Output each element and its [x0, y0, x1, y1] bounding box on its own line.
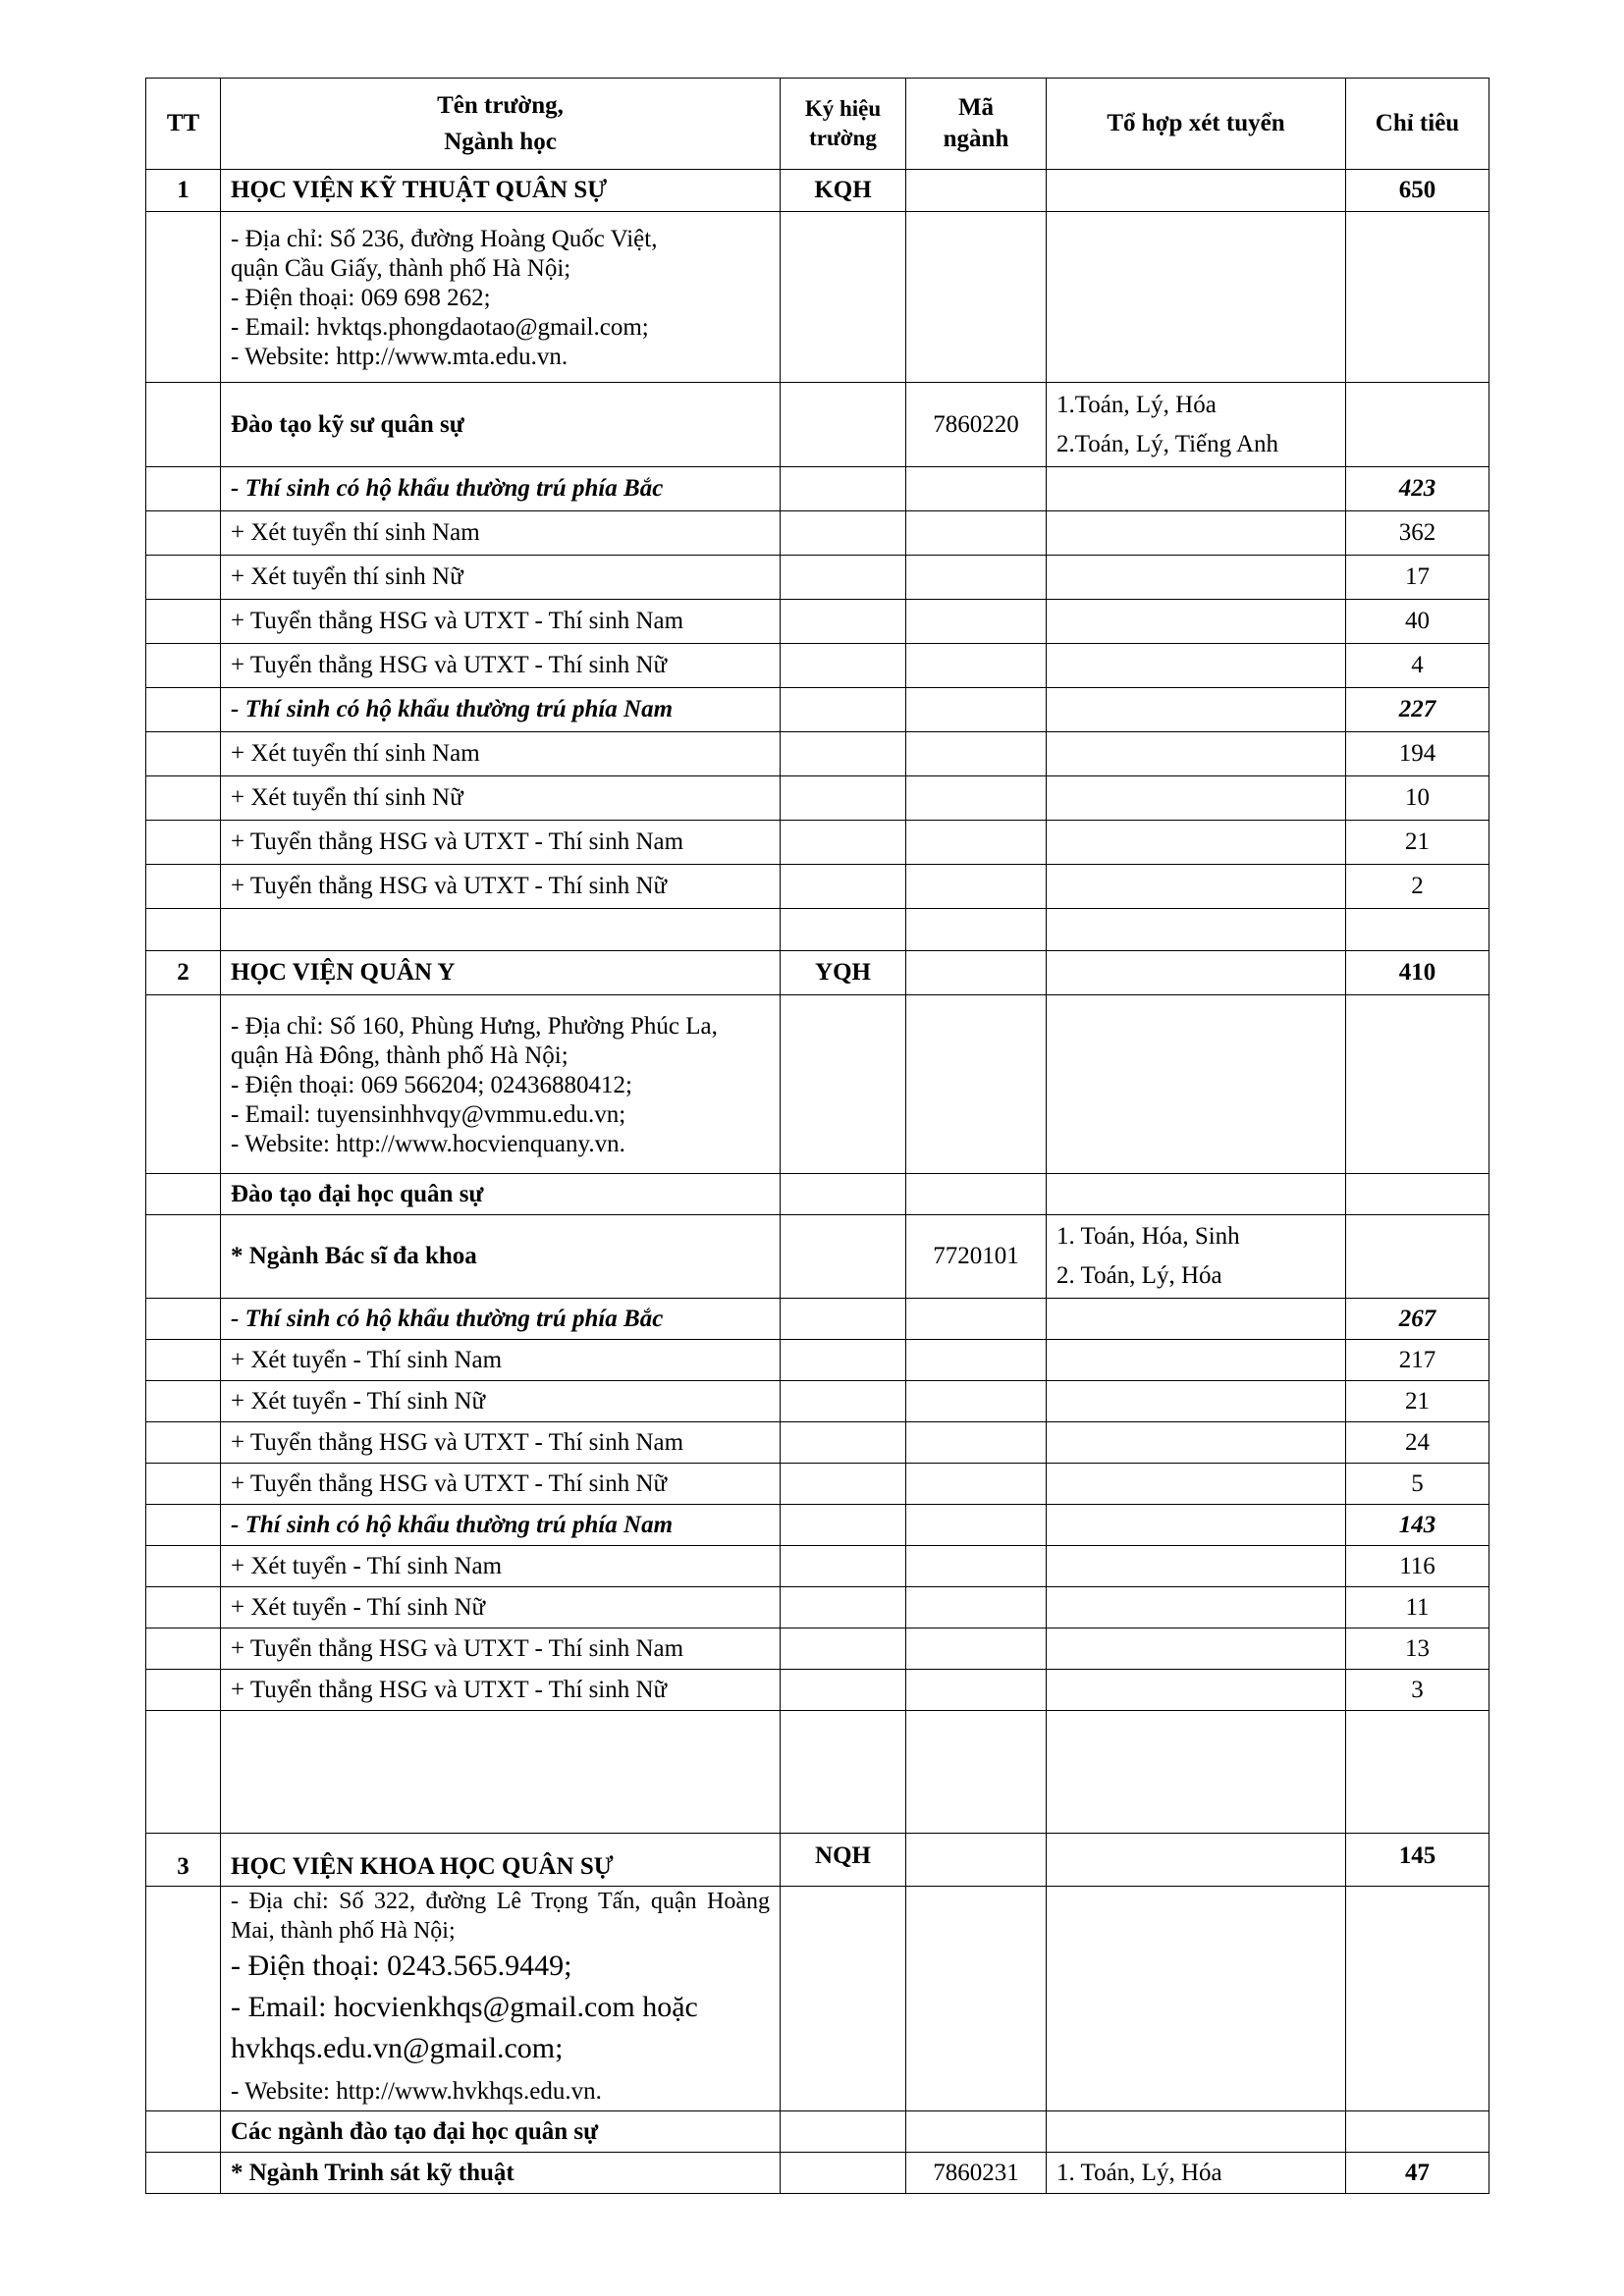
quota-label: + Tuyển thẳng HSG và UTXT - Thí sinh Nữ	[221, 1464, 781, 1505]
quota-value: 3	[1346, 1670, 1489, 1711]
quota-label: + Xét tuyển thí sinh Nam	[221, 511, 781, 556]
quota-row	[146, 776, 1489, 821]
program-row	[146, 383, 1489, 467]
info-line: - Điện thoại: 069 698 262;	[231, 284, 491, 311]
header-name	[221, 79, 781, 170]
quota-value: 116	[1346, 1546, 1489, 1587]
training-row	[146, 1174, 1489, 1215]
school-info	[221, 212, 781, 383]
combo-item: 2.Toán, Lý, Tiếng Anh	[1056, 430, 1279, 457]
header-tt: TT	[146, 79, 221, 170]
quota-row	[146, 1464, 1489, 1505]
quota-row	[146, 1340, 1489, 1381]
header-symbol	[781, 79, 906, 170]
program-row	[146, 1215, 1489, 1299]
training-label: Các ngành đào tạo đại học quân sự	[221, 2111, 781, 2153]
header-name-line1: Tên trường,	[437, 91, 564, 119]
region-row	[146, 1299, 1489, 1340]
quota-label: + Tuyển thẳng HSG và UTXT - Thí sinh Nam	[221, 1422, 781, 1464]
quota-label: + Tuyển thẳng HSG và UTXT - Thí sinh Nam	[221, 1629, 781, 1670]
region-row	[146, 688, 1489, 732]
quota-label: + Tuyển thẳng HSG và UTXT - Thí sinh Nữ	[221, 1670, 781, 1711]
quota-value: 362	[1346, 511, 1489, 556]
quota-value: 24	[1346, 1422, 1489, 1464]
region-row	[146, 1505, 1489, 1546]
school-number: 3	[146, 1834, 221, 1887]
quota-row	[146, 600, 1489, 644]
quota-row	[146, 865, 1489, 909]
program-code: 7720101	[906, 1215, 1047, 1299]
quota-value: 21	[1346, 821, 1489, 865]
quota-label: + Xét tuyển thí sinh Nam	[221, 732, 781, 776]
quota-label: + Xét tuyển - Thí sinh Nữ	[221, 1381, 781, 1422]
quota-row	[146, 821, 1489, 865]
quota-label: + Xét tuyển - Thí sinh Nam	[221, 1340, 781, 1381]
training-row	[146, 2111, 1489, 2153]
info-line: - Email: hvktqs.phongdaotao@gmail.com;	[231, 313, 649, 341]
info-line: - Địa chỉ: Số 236, đường Hoàng Quốc Việt,	[231, 225, 658, 252]
school-info-row	[146, 212, 1489, 383]
quota-value: 2	[1346, 865, 1489, 909]
quota-row	[146, 1629, 1489, 1670]
program-name: * Ngành Trinh sát kỹ thuật	[221, 2153, 781, 2194]
quota-label: + Xét tuyển thí sinh Nữ	[221, 776, 781, 821]
header-symbol-line2: trường	[809, 126, 877, 150]
info-address: - Địa chỉ: Số 322, đường Lê Trọng Tấn, quận Hoàng Mai, thành phố Hà Nội;	[231, 1889, 770, 1944]
region-label: - Thí sinh có hộ khẩu thường trú phía Nam	[221, 688, 781, 732]
header-code-line1: Mã	[957, 93, 995, 121]
quota-row	[146, 1587, 1489, 1629]
header-combo: Tổ hợp xét tuyển	[1047, 79, 1346, 170]
program-name: * Ngành Bác sĩ đa khoa	[221, 1215, 781, 1299]
quota-row	[146, 1670, 1489, 1711]
quota-label: + Xét tuyển - Thí sinh Nữ	[221, 1587, 781, 1629]
program-combos	[1047, 383, 1346, 467]
school-row	[146, 1834, 1489, 1887]
info-email: - Email: hocvienkhqs@gmail.com hoặc hvkhqs.edu.vn@gmail.com;	[231, 1991, 698, 2064]
info-line: quận Cầu Giấy, thành phố Hà Nội;	[231, 254, 571, 282]
region-row	[146, 467, 1489, 511]
info-line: - Điện thoại: 069 566204; 02436880412;	[231, 1071, 632, 1098]
school-name: HỌC VIỆN QUÂN Y	[221, 951, 781, 995]
quota-value: 217	[1346, 1340, 1489, 1381]
table-header-row	[146, 79, 1489, 170]
region-label: - Thí sinh có hộ khẩu thường trú phía Nam	[221, 1505, 781, 1546]
quota-label: + Tuyển thẳng HSG và UTXT - Thí sinh Nam	[221, 600, 781, 644]
school-number: 1	[146, 170, 221, 212]
info-line: - Website: http://www.hocvienquany.vn.	[231, 1130, 625, 1157]
school-quota: 410	[1346, 951, 1489, 995]
school-symbol: YQH	[781, 951, 906, 995]
region-quota: 143	[1346, 1505, 1489, 1546]
header-name-line2: Ngành học	[444, 129, 557, 155]
school-name: HỌC VIỆN KHOA HỌC QUÂN SỰ	[221, 1834, 781, 1887]
quota-label: + Xét tuyển thí sinh Nữ	[221, 556, 781, 600]
school-quota: 650	[1346, 170, 1489, 212]
school-number: 2	[146, 951, 221, 995]
program-row	[146, 2153, 1489, 2194]
school-info	[221, 1887, 781, 2111]
info-phone: - Điện thoại: 0243.565.9449;	[231, 1949, 572, 1982]
quota-row	[146, 556, 1489, 600]
region-quota: 227	[1346, 688, 1489, 732]
quota-value: 17	[1346, 556, 1489, 600]
region-label: - Thí sinh có hộ khẩu thường trú phía Bắc	[221, 1299, 781, 1340]
combo-item: 1.Toán, Lý, Hóa	[1056, 391, 1217, 418]
region-quota: 267	[1346, 1299, 1489, 1340]
school-name: HỌC VIỆN KỸ THUẬT QUÂN SỰ	[221, 170, 781, 212]
quota-row	[146, 511, 1489, 556]
header-code	[906, 79, 1047, 170]
quota-row	[146, 1422, 1489, 1464]
quota-value: 4	[1346, 644, 1489, 688]
school-info-row	[146, 995, 1489, 1174]
program-combos	[1047, 1215, 1346, 1299]
school-symbol: KQH	[781, 170, 906, 212]
info-line: - Địa chỉ: Số 160, Phùng Hưng, Phường Phúc La,	[231, 1012, 718, 1040]
info-line: - Email: tuyensinhhvqy@vmmu.edu.vn;	[231, 1100, 626, 1128]
quota-label: + Tuyển thẳng HSG và UTXT - Thí sinh Nữ	[221, 644, 781, 688]
combo-item: 1. Toán, Hóa, Sinh	[1056, 1223, 1240, 1250]
spacer-row	[146, 1711, 1489, 1834]
header-symbol-line1: Ký hiệu	[804, 96, 882, 122]
program-name: Đào tạo kỹ sư quân sự	[221, 383, 781, 467]
program-code: 7860220	[906, 383, 1047, 467]
school-info-row	[146, 1887, 1489, 2111]
combo-item: 2. Toán, Lý, Hóa	[1056, 1262, 1222, 1289]
quota-label: + Xét tuyển - Thí sinh Nam	[221, 1546, 781, 1587]
region-quota: 423	[1346, 467, 1489, 511]
header-code-line2: ngành	[943, 126, 1009, 152]
quota-value: 194	[1346, 732, 1489, 776]
program-quota: 47	[1346, 2153, 1489, 2194]
info-website: - Website: http://www.hvkhqs.edu.vn.	[231, 2078, 602, 2105]
school-quota: 145	[1346, 1834, 1489, 1887]
school-symbol: NQH	[781, 1834, 906, 1887]
info-line: - Website: http://www.mta.edu.vn.	[231, 343, 568, 370]
header-quota: Chỉ tiêu	[1346, 79, 1489, 170]
quota-value: 21	[1346, 1381, 1489, 1422]
info-line: quận Hà Đông, thành phố Hà Nội;	[231, 1041, 568, 1069]
quota-value: 10	[1346, 776, 1489, 821]
quota-row	[146, 644, 1489, 688]
quota-row	[146, 732, 1489, 776]
school-info	[221, 995, 781, 1174]
quota-value: 40	[1346, 600, 1489, 644]
program-combo: 1. Toán, Lý, Hóa	[1047, 2153, 1346, 2194]
quota-label: + Tuyển thẳng HSG và UTXT - Thí sinh Nữ	[221, 865, 781, 909]
quota-value: 13	[1346, 1629, 1489, 1670]
quota-row	[146, 1381, 1489, 1422]
admission-quota-table	[145, 78, 1489, 2194]
quota-label: + Tuyển thẳng HSG và UTXT - Thí sinh Nam	[221, 821, 781, 865]
quota-row	[146, 1546, 1489, 1587]
school-row	[146, 951, 1489, 995]
spacer-row	[146, 909, 1489, 951]
training-label: Đào tạo đại học quân sự	[221, 1174, 781, 1215]
region-label: - Thí sinh có hộ khẩu thường trú phía Bắc	[221, 467, 781, 511]
program-code: 7860231	[906, 2153, 1047, 2194]
quota-value: 11	[1346, 1587, 1489, 1629]
quota-value: 5	[1346, 1464, 1489, 1505]
school-row	[146, 170, 1489, 212]
